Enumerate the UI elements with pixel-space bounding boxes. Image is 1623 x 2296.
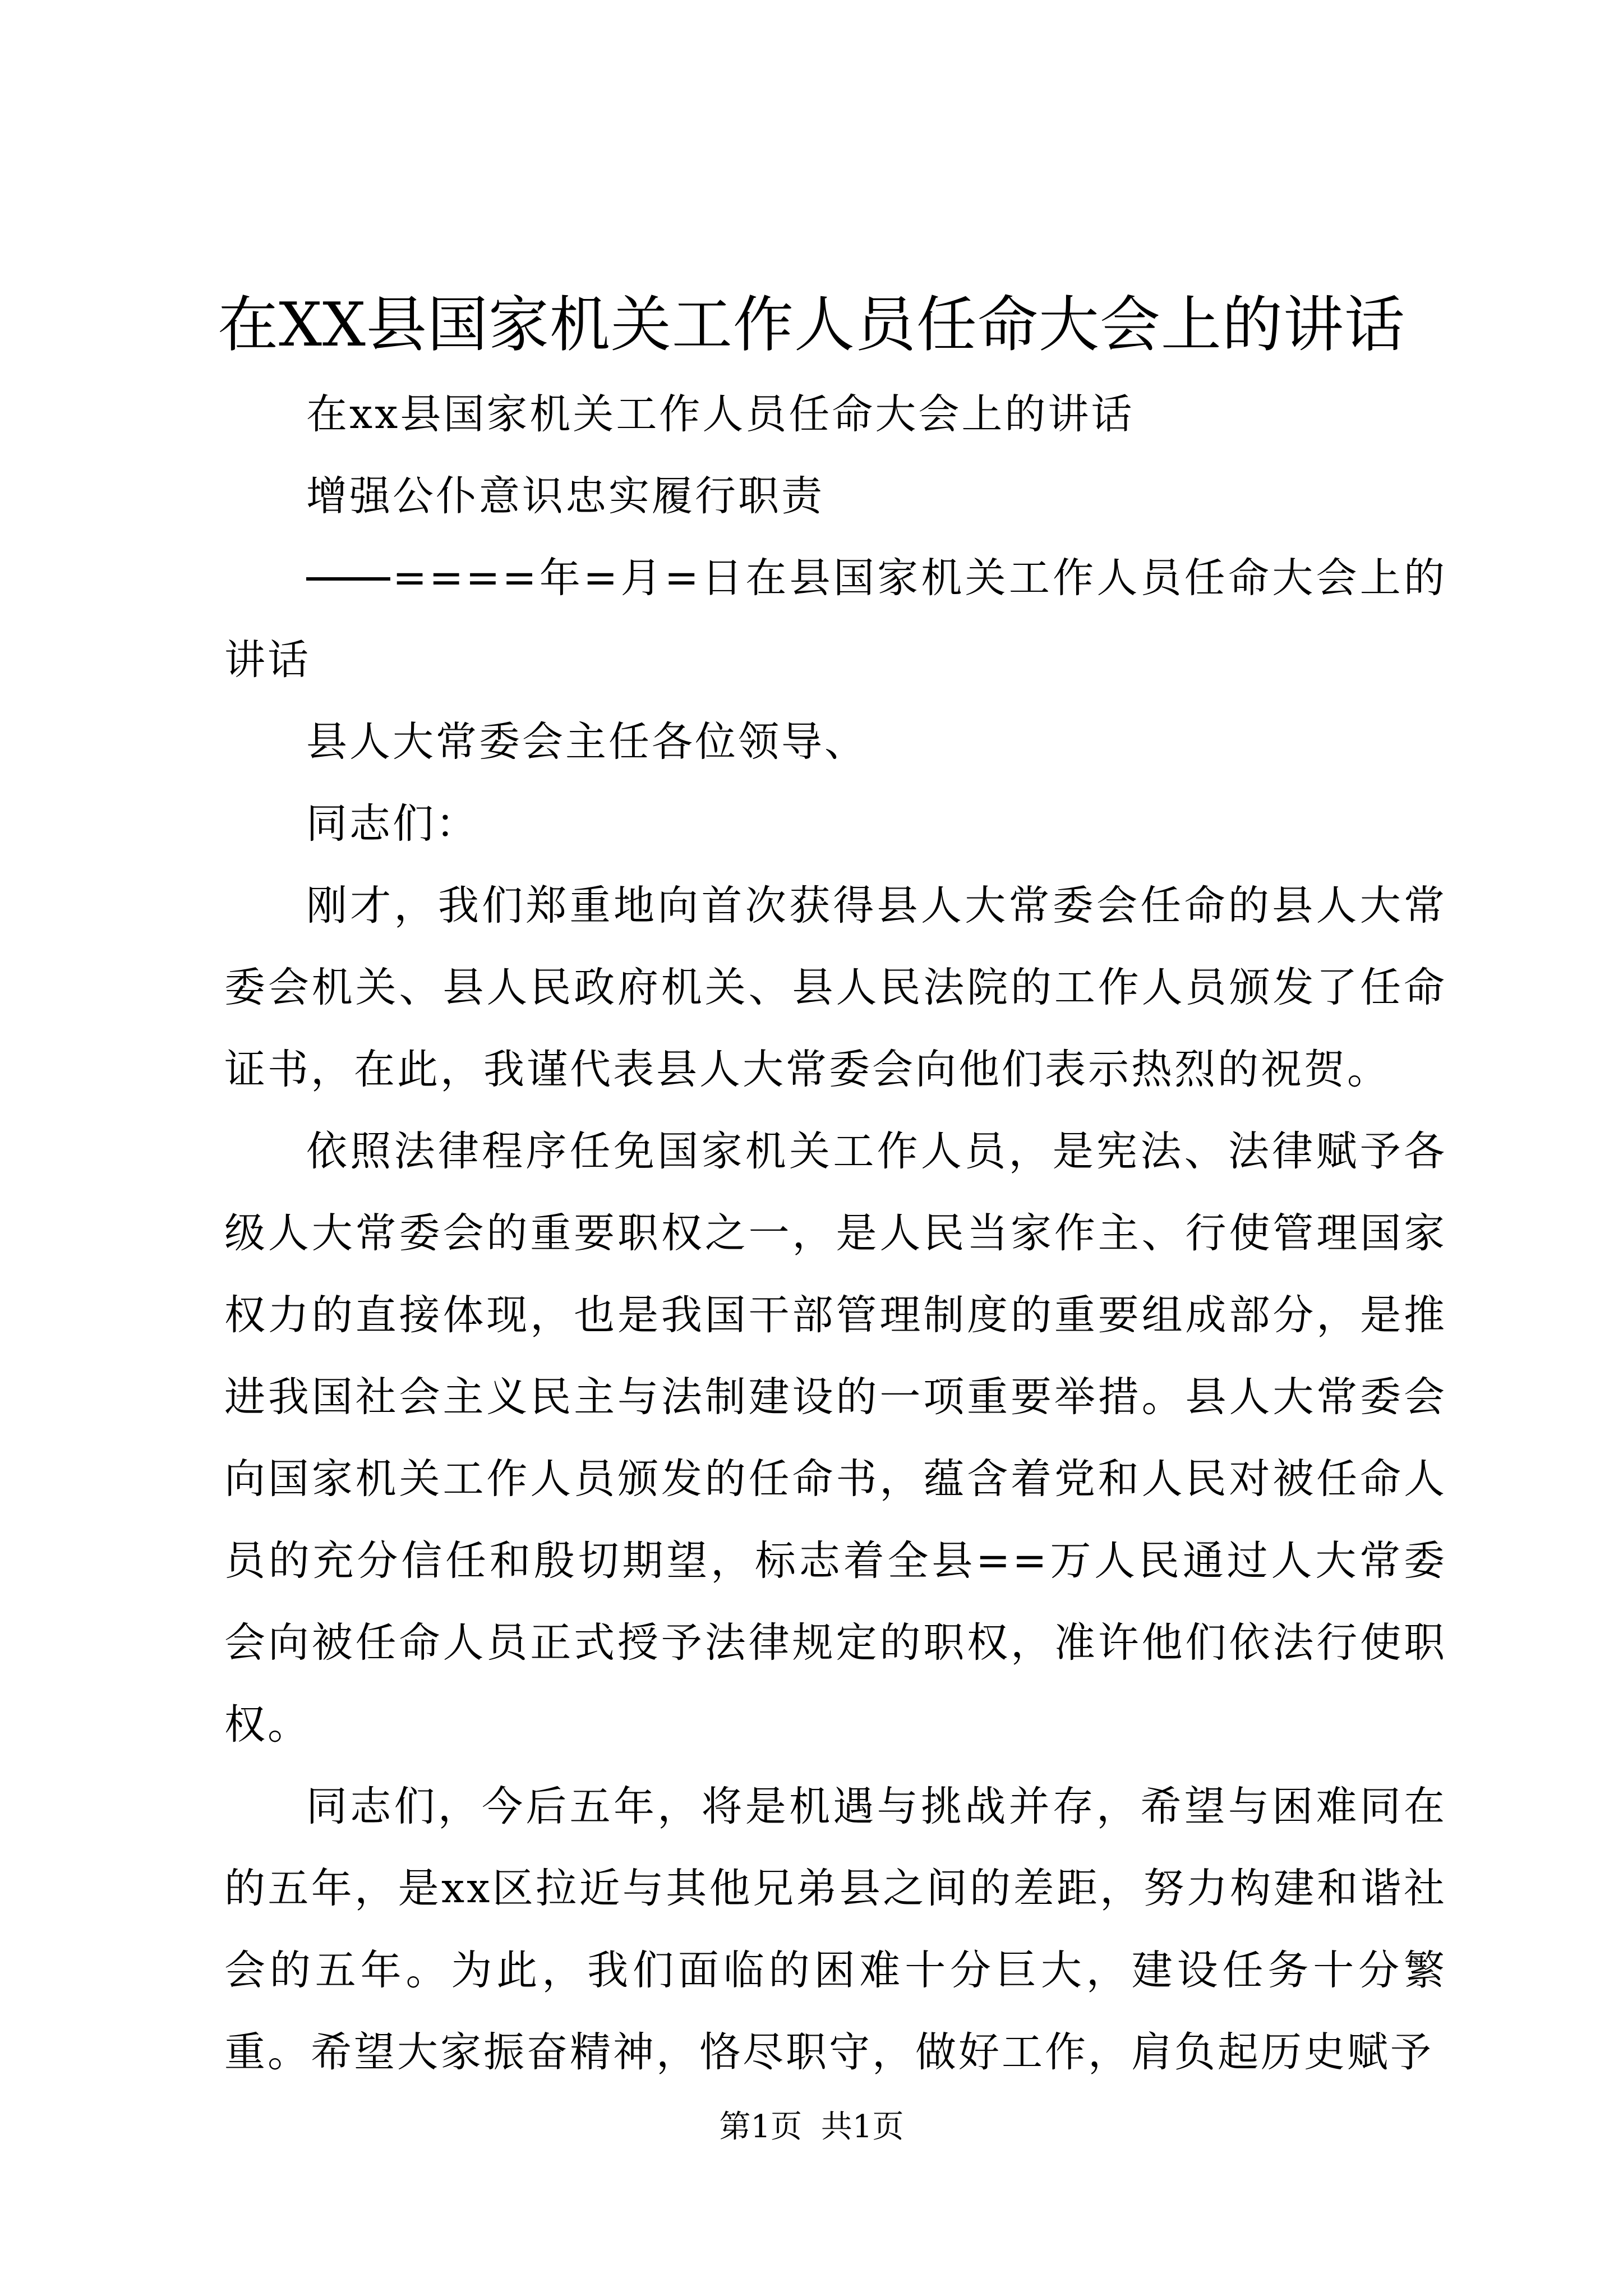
document-body (224, 374, 1447, 2093)
date-line (224, 537, 1447, 701)
salutation-line: 县人大常委会主任各位领导、 (306, 718, 868, 766)
document-title: 在XX县国家机关工作人员任命大会上的讲话 (218, 290, 1405, 360)
page-footer (0, 2105, 1623, 2150)
body-paragraph: 依照法律程序任免国家机关工作人员，是宪法、法律赋予各级人大常委会的重要职权之一，是人民当家作主、行使管理国家权力的直接体现，也是我国干部管理制度的重要组成部分，是推进我国社会主义民主与法制建设的一项重要举措。县人大常委会向国家机关工作人员颁发的任命书，蕴含着党和人民对被任命人员的充分信任和殷切期望，标志着全县==万人民通过人大常委会向被任命人员正式授予法律规定的职权，准许他们依法行使职权。 (224, 1128, 1447, 1749)
body-paragraph: 刚才，我们郑重地向首次获得县人大常委会任命的县人大常委会机关、县人民政府机关、县人民法院的工作人员颁发了任命证书，在此，我谨代表县人大常委会向他们表示热烈的祝贺。 (224, 882, 1447, 1093)
salutation-line: 同志们： (306, 800, 479, 848)
subtitle-line: 在xx县国家机关工作人员任命大会上的讲话 (306, 390, 1135, 438)
theme-line: 增强公仆意识忠实履行职责 (306, 472, 824, 520)
page-number: 第1页 (719, 2109, 803, 2145)
body-paragraph: 同志们，今后五年，将是机遇与挑战并存，希望与困难同在的五年，是xx区拉近与其他兄弟县之间的差距，努力构建和谐社会的五年。为此，我们面临的困难十分巨大，建设任务十分繁重。希望大家振奋精神，恪尽职守，做好工作，肩负起历史赋予 (224, 1783, 1447, 2076)
date-line-text: ====年=月=日在县国家机关工作人员任命大会上的讲话 (224, 554, 1447, 684)
page-count: 共1页 (820, 2109, 904, 2145)
em-dash-rule (306, 577, 390, 581)
